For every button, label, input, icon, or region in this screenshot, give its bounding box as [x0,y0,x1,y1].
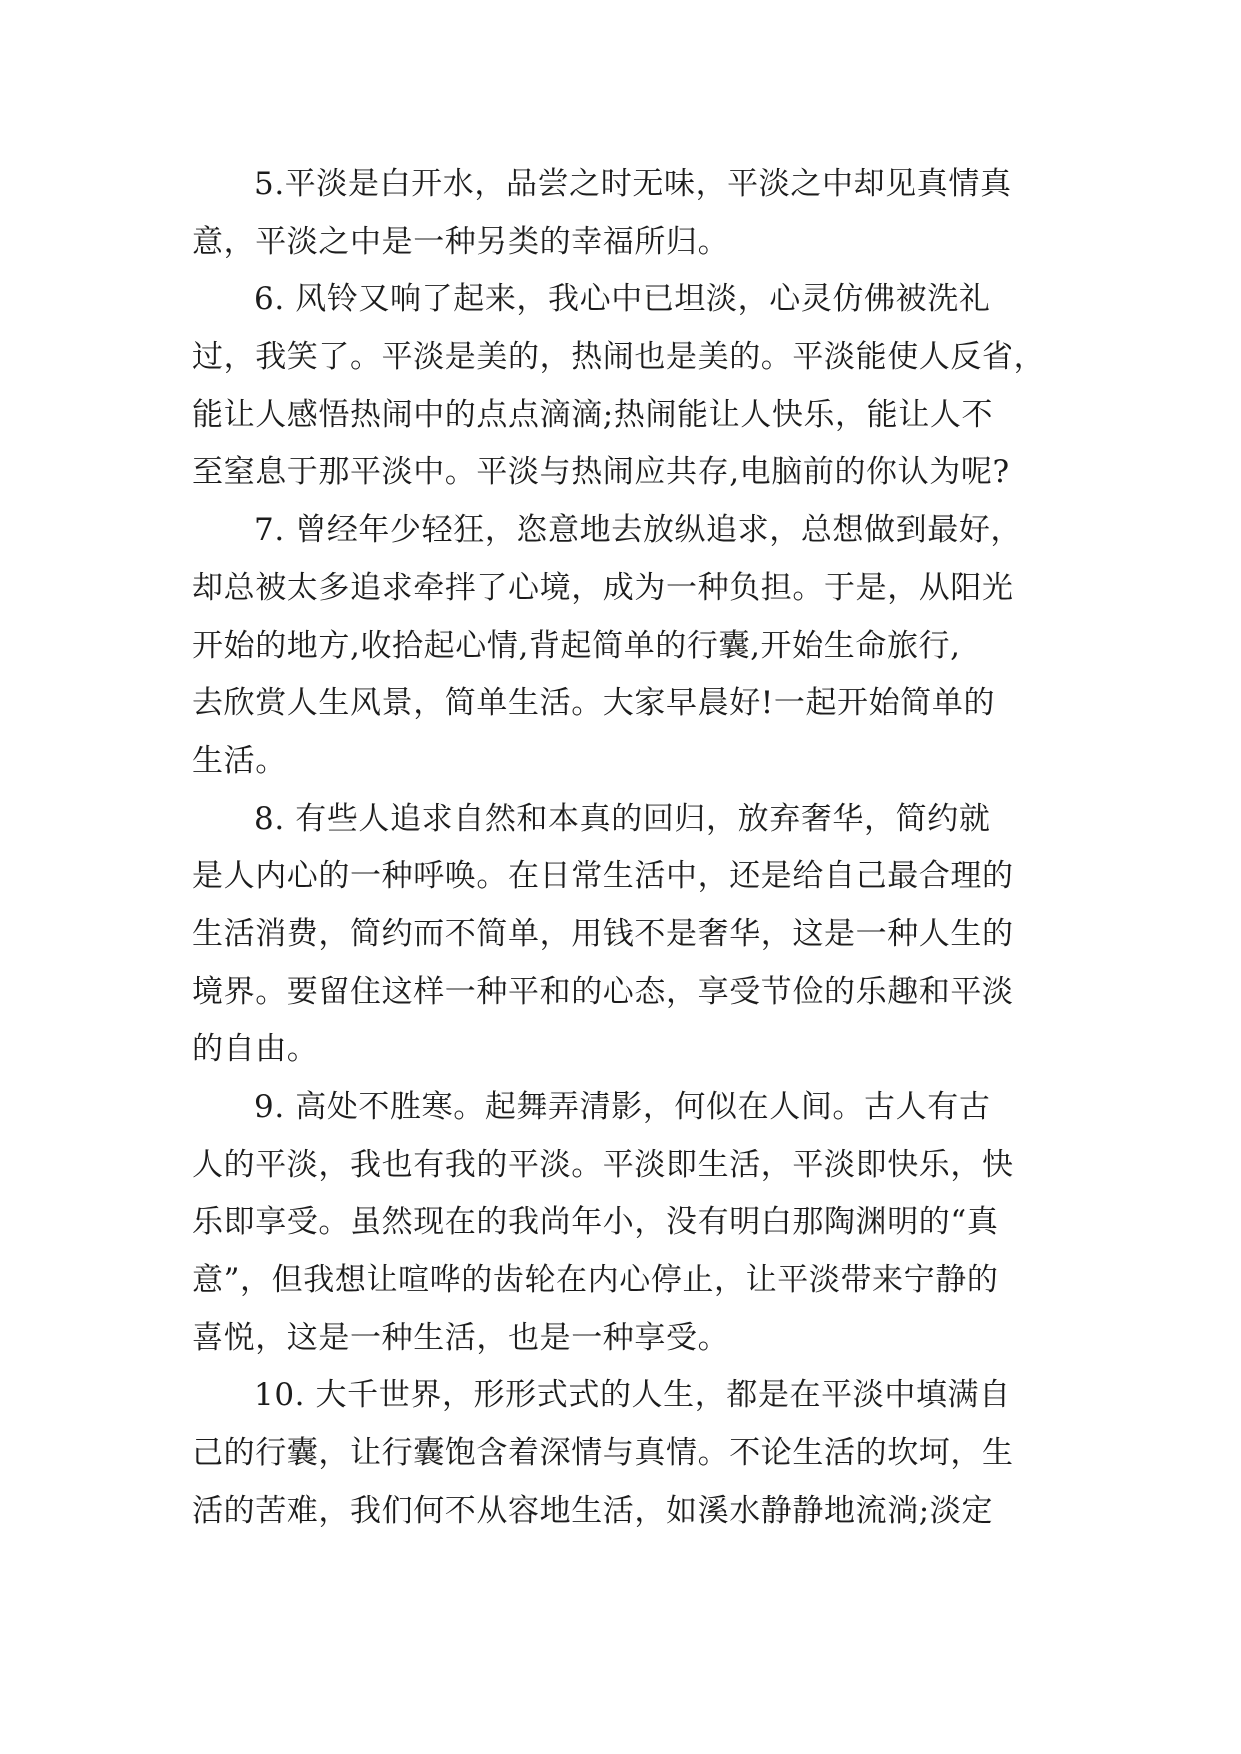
paragraph-line: 是人内心的一种呼唤。在日常生活中，还是给自己最合理的 [192,858,1014,895]
paragraph-line: 10. 大千世界，形形式式的人生，都是在平淡中填满自 [254,1377,1011,1414]
paragraph-line: 己的行囊，让行囊饱含着深情与真情。不论生活的坎坷，生 [192,1435,1014,1472]
paragraph-9 [192,1079,1054,1367]
paragraph-6 [192,271,1054,502]
paragraph-line: 9. 高处不胜寒。起舞弄清影，何似在人间。古人有古 [254,1089,991,1125]
paragraph-line: 活的苦难，我们何不从容地生活，如溪水静静地流淌;淡定 [192,1492,994,1529]
paragraph-line: 至窒息于那平淡中。平淡与热闹应共存,电脑前的你认为呢? [192,454,1010,491]
paragraph-7 [192,502,1054,790]
paragraph-line: 乐即享受。虽然现在的我尚年小，没有明白那陶渊明的“真 [192,1204,999,1241]
paragraph-line: 的自由。 [192,1031,319,1068]
paragraph-line: 能让人感悟热闹中的点点滴滴;热闹能让人快乐，能让人不 [192,396,994,433]
paragraph-line: 8. 有些人追求自然和本真的回归，放弃奢华，简约就 [254,800,991,837]
paragraph-line: 去欣赏人生风景，简单生活。大家早晨好!一起开始简单的 [192,685,996,722]
paragraph-line: 意”，但我想让喧哗的齿轮在内心停止，让平淡带来宁静的 [192,1262,999,1299]
paragraph-8 [192,791,1054,1079]
paragraph-line: 5.平淡是白开水，品尝之时无味，平淡之中却见真情真 [254,166,1012,202]
paragraph-line: 生活消费，简约而不简单，用钱不是奢华，这是一种人生的 [192,915,1014,952]
document-body [192,156,1054,1541]
paragraph-5 [192,156,1054,271]
paragraph-line: 6. 风铃又响了起来，我心中已坦淡，心灵仿佛被洗礼 [254,281,991,318]
paragraph-line: 人的平淡，我也有我的平淡。平淡即生活，平淡即快乐，快 [192,1146,1014,1183]
paragraph-line: 境界。要留住这样一种平和的心态，享受节俭的乐趣和平淡 [192,973,1014,1010]
paragraph-line: 却总被太多追求牵拌了心境，成为一种负担。于是，从阳光 [192,569,1014,606]
paragraph-10 [192,1367,1054,1540]
paragraph-line: 7. 曾经年少轻狂，恣意地去放纵追求，总想做到最好， [254,512,1023,549]
paragraph-line: 喜悦，这是一种生活，也是一种享受。 [192,1319,730,1356]
paragraph-line: 意，平淡之中是一种另类的幸福所归。 [192,223,730,260]
paragraph-line: 开始的地方,收拾起心情,背起简单的行囊,开始生命旅行, [192,627,961,664]
paragraph-line: 生活。 [192,742,287,779]
paragraph-line: 过，我笑了。平淡是美的，热闹也是美的。平淡能使人反省， [192,339,1046,376]
